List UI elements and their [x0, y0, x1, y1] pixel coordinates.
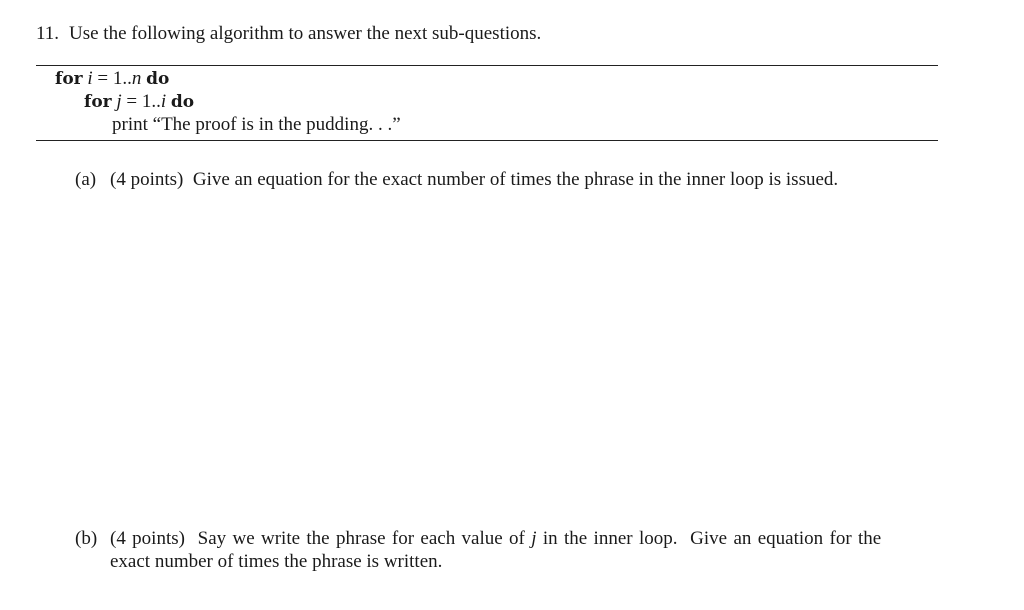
- part-b-text-pre: (4 points) Say we write the phrase for each value of: [110, 528, 532, 549]
- question-number: 11.: [36, 23, 60, 44]
- question-intro: Use the following algorithm to answer the next sub-questions.: [69, 23, 542, 44]
- part-a-label: (a): [75, 169, 97, 190]
- algorithm-line-print: [112, 115, 401, 134]
- loop-variable: i: [87, 68, 93, 89]
- part-b-text-line1: [110, 529, 881, 548]
- keyword-do: do: [146, 69, 170, 89]
- part-b-text-line2: exact number of times the phrase is written.: [110, 551, 443, 572]
- algorithm-bottom-rule: [36, 140, 938, 141]
- algorithm-line-inner-loop: [84, 92, 194, 111]
- keyword-for: for: [84, 92, 112, 112]
- keyword-for: for: [55, 69, 83, 89]
- keyword-do: do: [170, 92, 195, 112]
- part-b-text-post: in the inner loop. Give an equation for the: [536, 528, 882, 549]
- algorithm-top-rule: [36, 65, 938, 66]
- print-string: “The proof is in the pudding. . .”: [152, 114, 401, 135]
- loop-range: = 1..: [92, 68, 132, 89]
- part-b-variable: j: [531, 528, 537, 549]
- part-b-label: (b): [75, 528, 98, 549]
- loop-range: = 1..: [121, 91, 161, 112]
- loop-bound: n: [131, 68, 142, 89]
- loop-bound: i: [160, 91, 167, 112]
- loop-variable: j: [116, 91, 122, 112]
- part-a-text: (4 points) Give an equation for the exact number of times the phrase in the inner loop is issued.: [110, 169, 839, 190]
- algorithm-line-outer-loop: [55, 69, 169, 88]
- print-command: print: [112, 114, 148, 135]
